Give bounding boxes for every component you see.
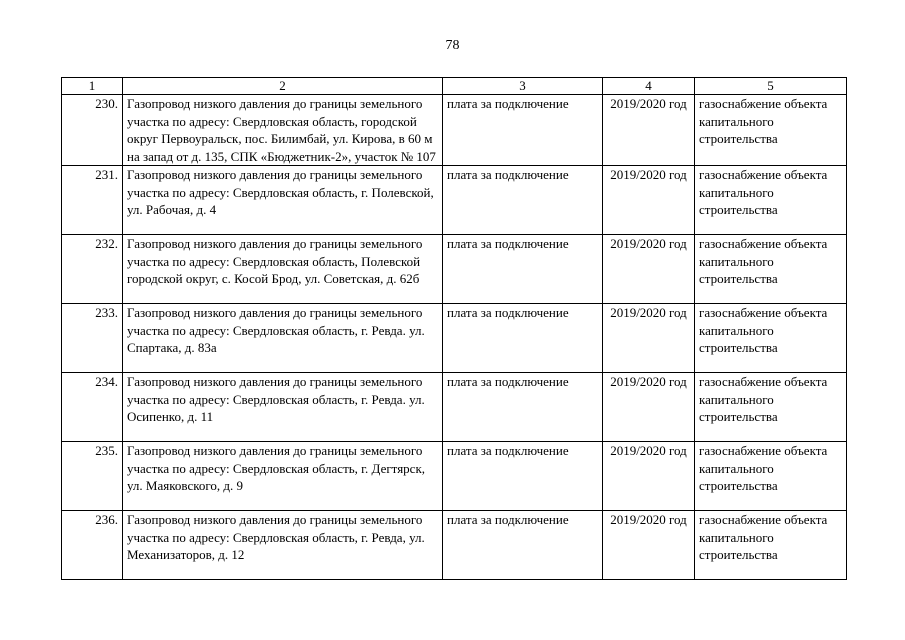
table-header-row: [62, 78, 847, 95]
funding-source: плата за подключение: [443, 442, 603, 511]
column-header-1: 1: [62, 78, 123, 95]
funding-source: плата за подключение: [443, 95, 603, 166]
table-row: [62, 373, 847, 442]
object-description: Газопровод низкого давления до границы земельного участка по адресу: Свердловская область, г. Дегтярск, ул. Маяковского, д. 9: [123, 442, 443, 511]
data-table: [61, 77, 847, 580]
row-number: 234.: [62, 373, 123, 442]
row-number: 231.: [62, 166, 123, 235]
implementation-year: 2019/2020 год: [603, 442, 695, 511]
table-row: [62, 511, 847, 580]
column-header-2: 2: [123, 78, 443, 95]
table-row: [62, 442, 847, 511]
row-number: 235.: [62, 442, 123, 511]
table-row: [62, 235, 847, 304]
funding-source: плата за подключение: [443, 511, 603, 580]
column-header-3: 3: [443, 78, 603, 95]
funding-source: плата за подключение: [443, 235, 603, 304]
row-number: 232.: [62, 235, 123, 304]
object-description: Газопровод низкого давления до границы земельного участка по адресу: Свердловская область, г. Ревда, ул. Механизаторов, д. 12: [123, 511, 443, 580]
object-description: Газопровод низкого давления до границы земельного участка по адресу: Свердловская область, городской округ Первоуральск, пос. Билимбай, ул. Кирова, в 60 м на запад от д. 135, СПК «Бюджетник-2», участок № 107: [123, 95, 443, 166]
implementation-year: 2019/2020 год: [603, 95, 695, 166]
implementation-year: 2019/2020 год: [603, 166, 695, 235]
object-description: Газопровод низкого давления до границы земельного участка по адресу: Свердловская область, г. Ревда. ул. Осипенко, д. 11: [123, 373, 443, 442]
table-row: [62, 166, 847, 235]
object-purpose: газоснабжение объекта капитального строительства: [695, 235, 847, 304]
row-number: 233.: [62, 304, 123, 373]
implementation-year: 2019/2020 год: [603, 304, 695, 373]
funding-source: плата за подключение: [443, 166, 603, 235]
funding-source: плата за подключение: [443, 304, 603, 373]
object-purpose: газоснабжение объекта капитального строительства: [695, 442, 847, 511]
implementation-year: 2019/2020 год: [603, 373, 695, 442]
object-description: Газопровод низкого давления до границы земельного участка по адресу: Свердловская область, Полевской городской округ, с. Косой Брод, ул. Советская, д. 62б: [123, 235, 443, 304]
object-purpose: газоснабжение объекта капитального строительства: [695, 511, 847, 580]
object-purpose: газоснабжение объекта капитального строительства: [695, 95, 847, 166]
object-description: Газопровод низкого давления до границы земельного участка по адресу: Свердловская область, г. Ревда. ул. Спартака, д. 83а: [123, 304, 443, 373]
page-number: 78: [445, 38, 460, 53]
row-number: 230.: [62, 95, 123, 166]
funding-source: плата за подключение: [443, 373, 603, 442]
table-row: [62, 304, 847, 373]
row-number: 236.: [62, 511, 123, 580]
object-description: Газопровод низкого давления до границы земельного участка по адресу: Свердловская область, г. Полевской, ул. Рабочая, д. 4: [123, 166, 443, 235]
implementation-year: 2019/2020 год: [603, 511, 695, 580]
column-header-5: 5: [695, 78, 847, 95]
column-header-4: 4: [603, 78, 695, 95]
implementation-year: 2019/2020 год: [603, 235, 695, 304]
table-row: [62, 95, 847, 166]
object-purpose: газоснабжение объекта капитального строительства: [695, 304, 847, 373]
object-purpose: газоснабжение объекта капитального строительства: [695, 373, 847, 442]
object-purpose: газоснабжение объекта капитального строительства: [695, 166, 847, 235]
